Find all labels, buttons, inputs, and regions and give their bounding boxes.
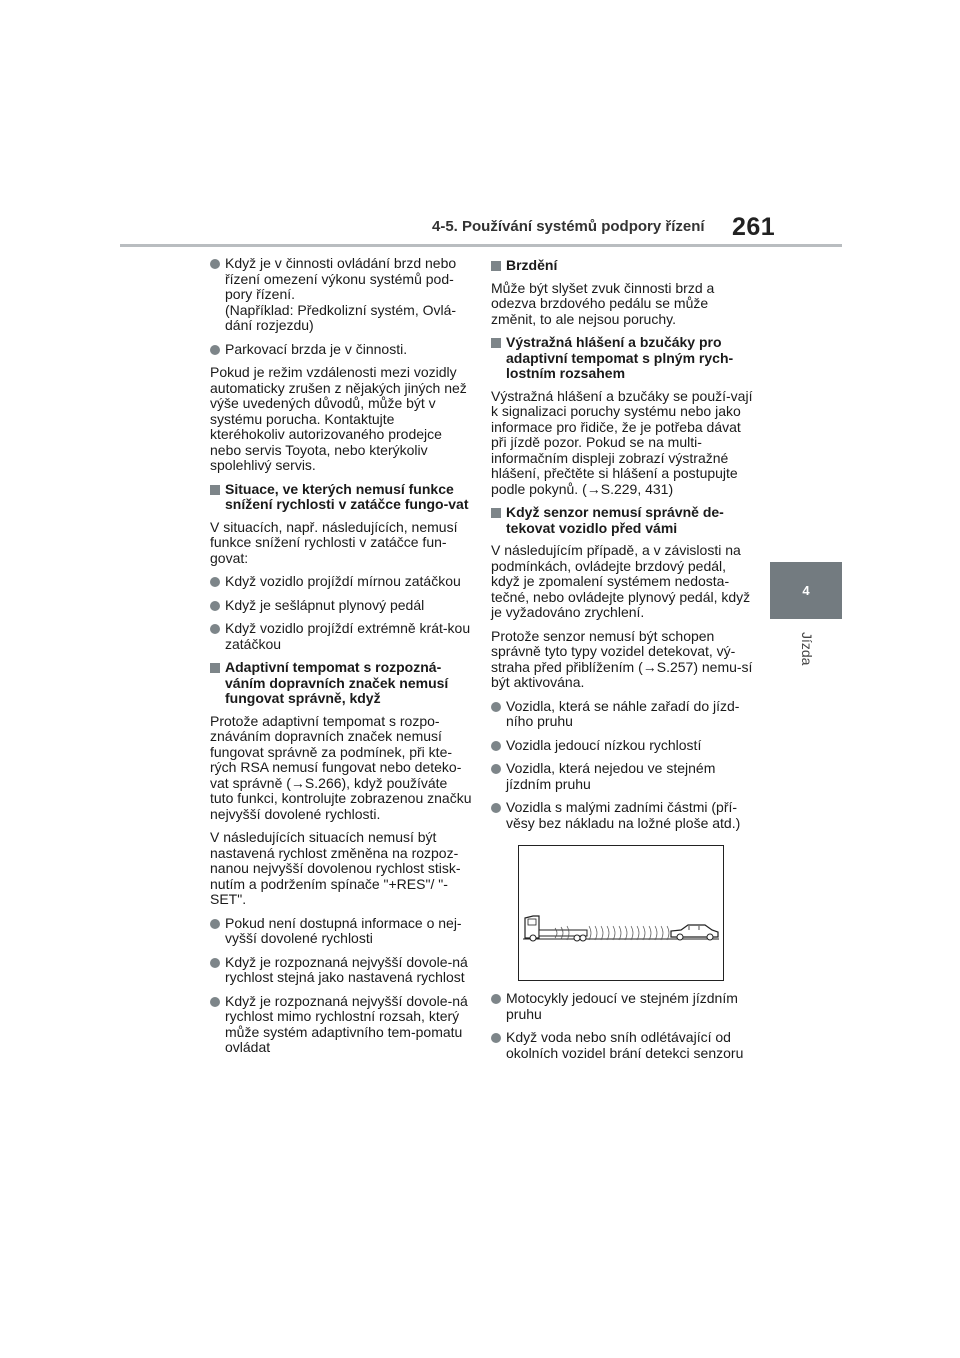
paragraph: V následujícím případě, a v závislosti na podmínkách, ovládejte brzdový pedál, když je zpomalení systémem nedosta-tečné, nebo ovládejte plynový pedál, když je vyžadováno zrychlení. (491, 542, 751, 620)
list-item (210, 598, 472, 614)
list-item-text: Parkovací brzda je v činnosti. (225, 340, 408, 357)
paragraph: Protože senzor nemusí být schopen správně tyto typy vozidel detekovat, vý-straha před přiblížením (→S.257) nemu-sí být aktivována. (491, 627, 753, 690)
list-item (210, 256, 472, 334)
subheading-text: Adaptivní tempomat s rozpozná-váním dopravních značek nemusí fungovat správně, když (225, 659, 449, 706)
subheading-text: Brzdění (506, 257, 558, 273)
list-item (210, 621, 472, 652)
list-item-text: Vozidla, která nejedou ve stejném jízdním pruhu (506, 760, 716, 792)
bullet-icon (210, 577, 220, 587)
bullet-icon (210, 601, 220, 611)
list-item (491, 1030, 753, 1061)
bullet-icon (491, 702, 501, 712)
subheading (210, 482, 472, 513)
square-bullet-icon (210, 663, 220, 673)
paragraph: Pokud je režim vzdálenosti mezi vozidly automaticky zrušen z nějakých jiných než výše uvedených důvodů, může být v systému porucha. Kontaktujte kteréhokoliv autorizovaného prodejce nebo servis Toyota, nebo kterýkoliv spolehlivý servis. (210, 364, 467, 473)
paragraph: Může být slyšet zvuk činnosti brzd a odezva brzdového pedálu se může změnit, to ale nejsou poruchy. (491, 279, 715, 327)
list-item (210, 955, 472, 986)
bullet-icon (491, 803, 501, 813)
paragraph: Protože adaptivní tempomat s rozpo-znáváním dopravních značek nemusí fungovat správně za podmínek, při kte-rých RSA nemusí fungovat nebo deteko-vat správně (→S.266), když používáte tuto funkci, kontrolujte zobrazenou značku nejvyšší dovolené rychlosti. (210, 712, 472, 822)
bullet-icon (210, 997, 220, 1007)
square-bullet-icon (210, 485, 220, 495)
square-bullet-icon (491, 508, 501, 518)
list-item-text: Pokud není dostupná informace o nej-vyšší dovolené rychlosti (225, 914, 462, 946)
list-item-text: Když voda nebo sníh odlétávající od okolních vozidel brání detekci senzoru (506, 1029, 744, 1061)
list-item (210, 342, 472, 358)
trailer-illustration (518, 845, 724, 981)
bullet-icon (210, 624, 220, 634)
bullet-icon (210, 919, 220, 929)
bullet-icon (491, 764, 501, 774)
list-item (491, 699, 753, 730)
list-item-text: Když vozidlo projíždí extrémně krát-kou zatáčkou (225, 620, 471, 652)
left-column (210, 256, 472, 1064)
bullet-icon (210, 259, 220, 269)
list-item (491, 800, 753, 831)
bullet-icon (210, 345, 220, 355)
header-rule (120, 244, 842, 247)
section-title: 4-5. Používání systémů podpory řízení (432, 218, 705, 235)
bullet-icon (491, 994, 501, 1004)
list-item-text: Když je v činnosti ovládání brzd nebo řízení omezení výkonu systémů pod-pory řízení. (Například: Předkolizní systém, Ovlá-dání rozjezdu) (225, 255, 457, 333)
bullet-icon (491, 741, 501, 751)
subheading-text: Když senzor nemusí správně de-tekovat vozidlo před vámi (506, 504, 724, 536)
list-item (210, 574, 472, 590)
list-item-text: Motocykly jedoucí ve stejném jízdním pruhu (506, 990, 738, 1022)
chapter-label: Jízda (799, 632, 815, 666)
list-item (491, 761, 753, 792)
list-item-text: Když je sešlápnut plynový pedál (225, 596, 425, 613)
list-item-text: Když je rozpoznaná nejvyšší dovole-ná rychlost mimo rychlostní rozsah, který může systém adaptivního tem-pomatu ovládat (225, 992, 468, 1055)
list-item-text: Vozidla, která se náhle zařadí do jízd-ního pruhu (506, 697, 740, 729)
paragraph: V situacích, např. následujících, nemusí funkce snížení rychlosti v zatáčce fun-govat: (210, 518, 458, 566)
list-item-text: Když je rozpoznaná nejvyšší dovole-ná rychlost stejná jako nastavená rychlost (225, 953, 468, 985)
chapter-tab[interactable]: 4 (770, 562, 842, 619)
list-item (210, 916, 472, 947)
truck-trailer-car-illustration (519, 846, 723, 980)
list-item-text: Vozidla s malými zadními částmi (pří-věsy bez nákladu na ložné ploše atd.) (506, 799, 741, 831)
subheading (210, 660, 472, 707)
list-item (210, 994, 472, 1056)
square-bullet-icon (491, 338, 501, 348)
bullet-icon (210, 958, 220, 968)
paragraph: V následujících situacích nemusí být nastavená rychlost změněna na rozpoz-nanou nejvyšší dovolenou rychlost stisk-nutím a podržením spínače "+RES"/ "-SET". (210, 829, 461, 907)
right-column (491, 256, 753, 1069)
square-bullet-icon (491, 261, 501, 271)
subheading (491, 258, 753, 274)
subheading-text: Situace, ve kterých nemusí funkce snížení rychlosti v zatáčce fungo-vat (225, 480, 469, 512)
list-item-text: Když vozidlo projíždí mírnou zatáčkou (225, 573, 461, 589)
subheading (491, 335, 753, 382)
list-item (491, 738, 753, 754)
paragraph: Výstražná hlášení a bzučáky se použí-vají k signalizaci poruchy systému nebo jako informace pro řidiče, že je potřeba dávat při jízdě pozor. Pokud se na multi-informačním displeji zobrazí výstražné hlášení, přečtěte si hlášení a postupujte podle pokynů. (→S.229, 431) (491, 387, 753, 497)
bullet-icon (491, 1033, 501, 1043)
subheading (491, 505, 753, 536)
list-item (491, 991, 753, 1022)
subheading-text: Výstražná hlášení a bzučáky pro adaptivní tempomat s plným rych-lostním rozsahem (506, 334, 734, 381)
list-item-text: Vozidla jedoucí nízkou rychlostí (506, 736, 702, 753)
page-number: 261 (732, 213, 776, 241)
